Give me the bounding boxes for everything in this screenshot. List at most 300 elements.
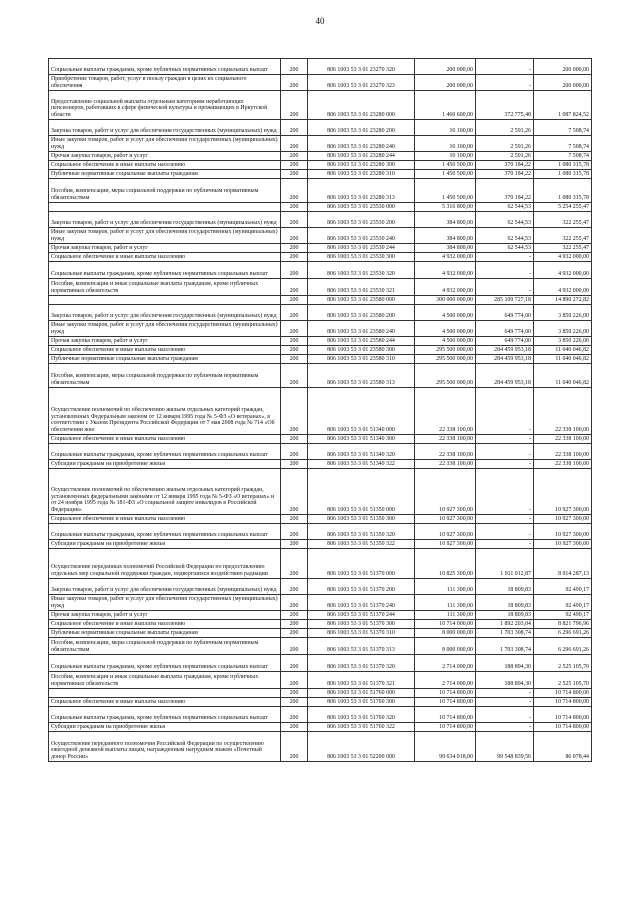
line-item-name: Социальное обеспечение и иные выплаты населению — [49, 253, 281, 262]
line-item-name: Прочая закупка товаров, работ и услуг — [49, 244, 281, 253]
line-item-name: Социальное обеспечение и иные выплаты населению — [49, 161, 281, 170]
budget-classification-code: 806 1003 53 3 01 51760 000 — [308, 689, 415, 698]
approved-amount: 22 338 100,00 — [415, 435, 476, 444]
executed-amount: 62 544,53 — [476, 203, 534, 212]
executed-amount: 1 892 203,04 — [476, 620, 534, 629]
line-item-name: Прочая закупка товаров, работ и услуг — [49, 611, 281, 620]
line-code: 200 — [281, 524, 308, 540]
line-code: 200 — [281, 549, 308, 579]
budget-classification-code: 806 1003 53 3 01 23580 300 — [308, 346, 415, 355]
executed-amount: 370 184,22 — [476, 170, 534, 179]
approved-amount: 22 338 100,00 — [415, 388, 476, 435]
line-item-name: Закупка товаров, работ и услуг для обеспечения государственных (муниципальных) нужд — [49, 305, 281, 321]
executed-amount: - — [476, 444, 534, 460]
approved-amount: 10 714 800,00 — [415, 698, 476, 707]
line-code: 200 — [281, 388, 308, 435]
table-row — [49, 136, 592, 152]
unexecuted-amount: 200 000,00 — [534, 75, 592, 91]
unexecuted-amount: 322 255,47 — [534, 212, 592, 228]
unexecuted-amount: 8 821 796,96 — [534, 620, 592, 629]
approved-amount: 1 450 500,00 — [415, 179, 476, 203]
budget-classification-code: 806 1003 53 3 01 23530 320 — [308, 262, 415, 279]
line-item-name: Осуществление полномочий по обеспечению жильем отдельных категорий граждан, установленных Федеральным законом от 12 января 1995 года № 5-ФЗ «О ветеранах», в соответствии с Указом Президента Российской Федерации от 7 мая 2008 года № 714 «Об обеспечении жил — [49, 388, 281, 435]
table-row — [49, 212, 592, 228]
executed-amount: 284 459 953,18 — [476, 355, 534, 364]
unexecuted-amount: 22 338 100,00 — [534, 460, 592, 469]
page-number: 40 — [315, 16, 325, 26]
budget-execution-table — [48, 58, 592, 762]
unexecuted-amount: 10 927 300,00 — [534, 469, 592, 515]
approved-amount: 295 500 000,00 — [415, 364, 476, 388]
table-row — [49, 228, 592, 244]
budget-classification-code: 806 1003 53 3 01 51760 320 — [308, 707, 415, 723]
line-code: 200 — [281, 75, 308, 91]
approved-amount: 10 927 300,00 — [415, 515, 476, 524]
line-code: 200 — [281, 337, 308, 346]
table-row — [49, 296, 592, 305]
line-code: 200 — [281, 120, 308, 136]
approved-amount: 1 460 600,00 — [415, 91, 476, 120]
table-row — [49, 638, 592, 655]
unexecuted-amount: 4 932 000,00 — [534, 262, 592, 279]
approved-amount: 10 927 300,00 — [415, 540, 476, 549]
unexecuted-amount: 10 714 800,00 — [534, 689, 592, 698]
approved-amount: 99 634 918,00 — [415, 732, 476, 762]
budget-classification-code: 806 1003 53 3 01 51370 000 — [308, 549, 415, 579]
table-row — [49, 91, 592, 120]
line-code: 200 — [281, 469, 308, 515]
executed-amount: 1 703 308,74 — [476, 638, 534, 655]
unexecuted-amount: 7 508,74 — [534, 136, 592, 152]
table-row — [49, 689, 592, 698]
unexecuted-amount: 322 255,47 — [534, 228, 592, 244]
approved-amount: 384 800,00 — [415, 228, 476, 244]
line-code: 200 — [281, 346, 308, 355]
unexecuted-amount: 11 040 046,82 — [534, 355, 592, 364]
budget-classification-code: 806 1003 53 3 01 23280 000 — [308, 91, 415, 120]
line-code: 200 — [281, 279, 308, 296]
budget-classification-code: 806 1003 53 3 01 23280 313 — [308, 179, 415, 203]
unexecuted-amount: 3 850 226,00 — [534, 337, 592, 346]
line-item-name: Пособия, компенсации и иные социальные выплаты гражданам, кроме публичных нормативных обязательств — [49, 672, 281, 689]
executed-amount: - — [476, 75, 534, 91]
budget-classification-code: 806 1003 53 3 01 51370 240 — [308, 595, 415, 611]
table-row — [49, 170, 592, 179]
budget-classification-code: 806 1003 53 3 01 51370 300 — [308, 620, 415, 629]
table-row — [49, 732, 592, 762]
table-row — [49, 120, 592, 136]
table-row — [49, 75, 592, 91]
line-item-name: Социальное обеспечение и иные выплаты населению — [49, 620, 281, 629]
approved-amount: 4 500 000,00 — [415, 305, 476, 321]
unexecuted-amount: 8 914 287,13 — [534, 549, 592, 579]
line-code: 200 — [281, 655, 308, 672]
budget-classification-code: 806 1003 53 3 01 51350 000 — [308, 469, 415, 515]
line-code: 200 — [281, 460, 308, 469]
table-row — [49, 244, 592, 253]
budget-classification-code: 806 1003 53 3 01 23580 000 — [308, 296, 415, 305]
unexecuted-amount: 10 714 800,00 — [534, 698, 592, 707]
line-code: 200 — [281, 435, 308, 444]
line-item-name: Субсидии гражданам на приобретение жилья — [49, 540, 281, 549]
executed-amount: 18 809,83 — [476, 595, 534, 611]
approved-amount: 10 714 800,00 — [415, 707, 476, 723]
line-code: 200 — [281, 179, 308, 203]
budget-classification-code: 806 1003 53 3 01 23280 240 — [308, 136, 415, 152]
executed-amount: - — [476, 540, 534, 549]
table-row — [49, 579, 592, 595]
line-code: 200 — [281, 170, 308, 179]
line-item-name: Прочая закупка товаров, работ и услуг — [49, 337, 281, 346]
line-item-name — [49, 296, 281, 305]
executed-amount: - — [476, 59, 534, 75]
budget-classification-code: 806 1003 53 3 01 23280 200 — [308, 120, 415, 136]
executed-amount: 649 774,00 — [476, 321, 534, 337]
executed-amount: 2 591,26 — [476, 152, 534, 161]
line-code: 200 — [281, 355, 308, 364]
approved-amount: 10 927 300,00 — [415, 524, 476, 540]
executed-amount: 99 548 839,56 — [476, 732, 534, 762]
line-code: 200 — [281, 321, 308, 337]
table-row — [49, 364, 592, 388]
table-row — [49, 179, 592, 203]
unexecuted-amount: 22 338 100,00 — [534, 444, 592, 460]
line-item-name — [49, 203, 281, 212]
approved-amount: 384 800,00 — [415, 244, 476, 253]
line-code: 200 — [281, 723, 308, 732]
table-row — [49, 346, 592, 355]
unexecuted-amount: 10 927 300,00 — [534, 540, 592, 549]
unexecuted-amount: 322 255,47 — [534, 244, 592, 253]
line-item-name: Публичные нормативные социальные выплаты гражданам — [49, 629, 281, 638]
table-row — [49, 435, 592, 444]
table-row — [49, 707, 592, 723]
approved-amount: 8 000 000,00 — [415, 638, 476, 655]
table-row — [49, 279, 592, 296]
table-row — [49, 540, 592, 549]
approved-amount: 10 825 300,00 — [415, 549, 476, 579]
line-code: 200 — [281, 707, 308, 723]
unexecuted-amount: 10 927 300,00 — [534, 524, 592, 540]
table-row — [49, 620, 592, 629]
line-item-name: Иные закупки товаров, работ и услуг для обеспечения государственных (муниципальных) нужд — [49, 136, 281, 152]
budget-classification-code: 806 1003 53 3 01 51370 320 — [308, 655, 415, 672]
table-row — [49, 629, 592, 638]
table-row — [49, 723, 592, 732]
unexecuted-amount: 11 040 046,82 — [534, 346, 592, 355]
executed-amount: - — [476, 723, 534, 732]
unexecuted-amount: 1 087 824,52 — [534, 91, 592, 120]
line-item-name: Пособия, компенсации, меры социальной поддержки по публичным нормативным обязательствам — [49, 179, 281, 203]
line-item-name: Закупка товаров, работ и услуг для обеспечения государственных (муниципальных) нужд — [49, 120, 281, 136]
unexecuted-amount: 86 078,44 — [534, 732, 592, 762]
unexecuted-amount: 6 296 691,26 — [534, 629, 592, 638]
budget-classification-code: 806 1003 53 3 01 23530 244 — [308, 244, 415, 253]
budget-classification-code: 806 1003 53 3 01 51370 244 — [308, 611, 415, 620]
approved-amount: 10 100,00 — [415, 136, 476, 152]
approved-amount: 2 714 000,00 — [415, 655, 476, 672]
line-code: 200 — [281, 579, 308, 595]
budget-classification-code: 806 1003 53 3 01 51340 322 — [308, 460, 415, 469]
line-item-name — [49, 689, 281, 698]
line-code: 200 — [281, 672, 308, 689]
line-item-name: Социальные выплаты гражданам, кроме публичных нормативных социальных выплат — [49, 444, 281, 460]
executed-amount: 62 544,53 — [476, 212, 534, 228]
budget-classification-code: 806 1003 53 3 01 23530 300 — [308, 253, 415, 262]
table-row — [49, 161, 592, 170]
approved-amount: 4 932 000,00 — [415, 262, 476, 279]
line-code: 200 — [281, 611, 308, 620]
table-row — [49, 549, 592, 579]
approved-amount: 22 338 100,00 — [415, 460, 476, 469]
line-code: 200 — [281, 629, 308, 638]
budget-classification-code: 806 1003 53 3 01 23280 244 — [308, 152, 415, 161]
budget-classification-code: 806 1003 53 3 01 23530 200 — [308, 212, 415, 228]
line-item-name: Закупка товаров, работ и услуг для обеспечения государственных (муниципальных) нужд — [49, 212, 281, 228]
line-item-name: Пособия, компенсации, меры социальной поддержки по публичным нормативным обязательствам — [49, 638, 281, 655]
executed-amount: 62 544,53 — [476, 244, 534, 253]
approved-amount: 1 450 500,00 — [415, 161, 476, 170]
line-item-name: Пособия, компенсации и иные социальные выплаты гражданам, кроме публичных нормативных обязательств — [49, 279, 281, 296]
line-code: 200 — [281, 638, 308, 655]
unexecuted-amount: 92 490,17 — [534, 595, 592, 611]
budget-classification-code: 806 1003 53 3 01 51370 200 — [308, 579, 415, 595]
executed-amount: - — [476, 515, 534, 524]
unexecuted-amount: 6 296 691,26 — [534, 638, 592, 655]
unexecuted-amount: 10 714 800,00 — [534, 723, 592, 732]
executed-amount: - — [476, 524, 534, 540]
budget-classification-code: 806 1003 53 3 01 51370 321 — [308, 672, 415, 689]
approved-amount: 10 714 800,00 — [415, 723, 476, 732]
line-item-name: Иные закупки товаров, работ и услуг для обеспечения государственных (муниципальных) нужд — [49, 595, 281, 611]
budget-classification-code: 806 1003 53 3 01 23280 300 — [308, 161, 415, 170]
executed-amount: 188 894,30 — [476, 655, 534, 672]
executed-amount: - — [476, 469, 534, 515]
unexecuted-amount: 92 490,17 — [534, 579, 592, 595]
budget-classification-code: 806 1003 53 3 01 23530 000 — [308, 203, 415, 212]
executed-amount: 18 809,83 — [476, 611, 534, 620]
budget-classification-code: 806 1003 53 3 01 51760 322 — [308, 723, 415, 732]
line-item-name: Публичные нормативные социальные выплаты гражданам — [49, 170, 281, 179]
unexecuted-amount: 3 850 226,00 — [534, 305, 592, 321]
line-code: 200 — [281, 136, 308, 152]
table-row — [49, 444, 592, 460]
budget-classification-code: 806 1003 53 3 01 23580 244 — [308, 337, 415, 346]
table-row — [49, 337, 592, 346]
line-code: 200 — [281, 253, 308, 262]
table-row — [49, 611, 592, 620]
table-row — [49, 655, 592, 672]
line-item-name: Социальные выплаты гражданам, кроме публичных нормативных социальных выплат — [49, 524, 281, 540]
budget-classification-code: 806 1003 53 3 01 51340 000 — [308, 388, 415, 435]
approved-amount: 22 338 100,00 — [415, 444, 476, 460]
unexecuted-amount: 4 932 000,00 — [534, 279, 592, 296]
line-code: 200 — [281, 689, 308, 698]
executed-amount: - — [476, 698, 534, 707]
line-code: 200 — [281, 203, 308, 212]
executed-amount: 370 184,22 — [476, 179, 534, 203]
budget-classification-code: 806 1003 53 3 01 52200 000 — [308, 732, 415, 762]
budget-classification-code: 806 1003 53 3 01 23580 240 — [308, 321, 415, 337]
unexecuted-amount: 3 850 226,00 — [534, 321, 592, 337]
approved-amount: 4 932 000,00 — [415, 279, 476, 296]
table-row — [49, 515, 592, 524]
line-code: 200 — [281, 732, 308, 762]
budget-classification-code: 806 1003 53 3 01 51340 300 — [308, 435, 415, 444]
approved-amount: 384 800,00 — [415, 212, 476, 228]
unexecuted-amount: 7 508,74 — [534, 120, 592, 136]
unexecuted-amount: 200 000,00 — [534, 59, 592, 75]
line-item-name: Иные закупки товаров, работ и услуг для обеспечения государственных (муниципальных) нужд — [49, 228, 281, 244]
unexecuted-amount: 10 714 800,00 — [534, 707, 592, 723]
unexecuted-amount: 7 508,74 — [534, 152, 592, 161]
unexecuted-amount: 2 525 105,70 — [534, 655, 592, 672]
unexecuted-amount: 1 080 315,78 — [534, 170, 592, 179]
table-row — [49, 253, 592, 262]
table-row — [49, 524, 592, 540]
table-row — [49, 262, 592, 279]
line-item-name: Социальное обеспечение и иные выплаты населению — [49, 346, 281, 355]
approved-amount: 200 000,00 — [415, 75, 476, 91]
approved-amount: 10 100,00 — [415, 152, 476, 161]
line-item-name: Социальное обеспечение и иные выплаты населению — [49, 435, 281, 444]
table-row — [49, 672, 592, 689]
table-body — [49, 59, 592, 762]
unexecuted-amount: 1 080 315,78 — [534, 161, 592, 170]
approved-amount: 10 714 000,00 — [415, 620, 476, 629]
budget-classification-code: 806 1003 53 3 01 51370 310 — [308, 629, 415, 638]
executed-amount: 285 109 727,18 — [476, 296, 534, 305]
table-row — [49, 698, 592, 707]
line-item-name: Социальные выплаты гражданам, кроме публичных нормативных социальных выплат — [49, 262, 281, 279]
budget-classification-code: 806 1003 53 3 01 23530 240 — [308, 228, 415, 244]
unexecuted-amount: 5 254 255,47 — [534, 203, 592, 212]
executed-amount: - — [476, 279, 534, 296]
line-code: 200 — [281, 228, 308, 244]
approved-amount: 1 450 500,00 — [415, 170, 476, 179]
unexecuted-amount: 22 338 100,00 — [534, 435, 592, 444]
budget-classification-code: 806 1003 53 3 01 51350 322 — [308, 540, 415, 549]
table-row — [49, 355, 592, 364]
table-row — [49, 321, 592, 337]
budget-classification-code: 806 1003 53 3 01 23280 310 — [308, 170, 415, 179]
line-item-name: Субсидии гражданам на приобретение жилья — [49, 723, 281, 732]
line-code: 200 — [281, 296, 308, 305]
budget-classification-code: 806 1003 53 3 01 23270 320 — [308, 59, 415, 75]
table-row — [49, 469, 592, 515]
unexecuted-amount: 14 890 272,82 — [534, 296, 592, 305]
executed-amount: - — [476, 707, 534, 723]
line-item-name: Осуществление переданных полномочий Российской Федерации по предоставлению отдельных мер социальной поддержки граждан, подвергшихся воздействию радиации — [49, 549, 281, 579]
budget-classification-code: 806 1003 53 3 01 51370 313 — [308, 638, 415, 655]
line-code: 200 — [281, 91, 308, 120]
executed-amount: 18 809,83 — [476, 579, 534, 595]
budget-classification-code: 806 1003 53 3 01 23580 313 — [308, 364, 415, 388]
line-item-name: Закупка товаров, работ и услуг для обеспечения государственных (муниципальных) нужд — [49, 579, 281, 595]
approved-amount: 2 714 000,00 — [415, 672, 476, 689]
line-code: 200 — [281, 161, 308, 170]
executed-amount: 649 774,00 — [476, 337, 534, 346]
approved-amount: 111 300,00 — [415, 611, 476, 620]
table-row — [49, 152, 592, 161]
executed-amount: 2 591,26 — [476, 120, 534, 136]
executed-amount: - — [476, 689, 534, 698]
unexecuted-amount: 22 338 100,00 — [534, 388, 592, 435]
approved-amount: 10 100,00 — [415, 120, 476, 136]
executed-amount: 62 544,53 — [476, 228, 534, 244]
line-item-name: Прочая закупка товаров, работ и услуг — [49, 152, 281, 161]
line-item-name: Социальное обеспечение и иные выплаты населению — [49, 698, 281, 707]
budget-classification-code: 806 1003 53 3 01 51340 320 — [308, 444, 415, 460]
line-code: 200 — [281, 305, 308, 321]
executed-amount: 372 775,48 — [476, 91, 534, 120]
approved-amount: 8 000 000,00 — [415, 629, 476, 638]
line-item-name: Пособия, компенсации, меры социальной поддержки по публичным нормативным обязательствам — [49, 364, 281, 388]
line-item-name: Социальные выплаты гражданам, кроме публичных нормативных социальных выплат — [49, 655, 281, 672]
line-item-name: Социальные выплаты гражданам, кроме публичных нормативных социальных выплат — [49, 707, 281, 723]
executed-amount: 1 703 308,74 — [476, 629, 534, 638]
line-item-name: Иные закупки товаров, работ и услуг для обеспечения государственных (муниципальных) нужд — [49, 321, 281, 337]
unexecuted-amount: 11 040 046,82 — [534, 364, 592, 388]
line-code: 200 — [281, 212, 308, 228]
line-code: 200 — [281, 59, 308, 75]
approved-amount: 111 300,00 — [415, 579, 476, 595]
executed-amount: - — [476, 253, 534, 262]
approved-amount: 4 500 000,00 — [415, 337, 476, 346]
table-row — [49, 305, 592, 321]
line-item-name: Осуществление переданного полномочия Российской Федерации по осуществлению ежегодной денежной выплаты лицам, награжденным нагрудным знаком «Почетный донор России» — [49, 732, 281, 762]
line-code: 200 — [281, 620, 308, 629]
executed-amount: 1 911 012,87 — [476, 549, 534, 579]
unexecuted-amount: 2 525 105,70 — [534, 672, 592, 689]
table-row — [49, 388, 592, 435]
executed-amount: - — [476, 460, 534, 469]
budget-classification-code: 806 1003 53 3 01 23530 321 — [308, 279, 415, 296]
line-item-name: Приобретение товаров, работ, услуг в пользу граждан в целях их социального обеспечения — [49, 75, 281, 91]
approved-amount: 111 300,00 — [415, 595, 476, 611]
executed-amount: 284 459 953,18 — [476, 364, 534, 388]
approved-amount: 200 000,00 — [415, 59, 476, 75]
budget-classification-code: 806 1003 53 3 01 51350 320 — [308, 524, 415, 540]
approved-amount: 10 927 300,00 — [415, 469, 476, 515]
executed-amount: - — [476, 262, 534, 279]
unexecuted-amount: 92 490,17 — [534, 611, 592, 620]
budget-classification-code: 806 1003 53 3 01 23580 200 — [308, 305, 415, 321]
unexecuted-amount: 10 927 300,00 — [534, 515, 592, 524]
line-item-name: Публичные нормативные социальные выплаты гражданам — [49, 355, 281, 364]
line-item-name: Социальные выплаты гражданам, кроме публичных нормативных социальных выплат — [49, 59, 281, 75]
budget-classification-code: 806 1003 53 3 01 51350 300 — [308, 515, 415, 524]
line-code: 200 — [281, 698, 308, 707]
budget-classification-code: 806 1003 53 3 01 23270 323 — [308, 75, 415, 91]
executed-amount: 284 459 953,18 — [476, 346, 534, 355]
line-item-name: Предоставление социальной выплаты отдельным категориям неработающих пенсионеров, работавших в сфере физической культуры и проживающих в Иркутской области — [49, 91, 281, 120]
line-code: 200 — [281, 540, 308, 549]
approved-amount: 10 714 800,00 — [415, 689, 476, 698]
approved-amount: 4 932 000,00 — [415, 253, 476, 262]
line-code: 200 — [281, 262, 308, 279]
line-code: 200 — [281, 444, 308, 460]
executed-amount: 2 591,26 — [476, 136, 534, 152]
table-row — [49, 59, 592, 75]
line-item-name: Осуществление полномочий по обеспечению жильем отдельных категорий граждан, установленных федеральными законами от 12 января 1995 года № 5-ФЗ «О ветеранах» и от 24 ноября 1995 года № 181-ФЗ «О социальной защите инвалидов в Российской Федерации» — [49, 469, 281, 515]
executed-amount: 370 184,22 — [476, 161, 534, 170]
line-item-name: Социальное обеспечение и иные выплаты населению — [49, 515, 281, 524]
approved-amount: 295 500 000,00 — [415, 346, 476, 355]
table-row — [49, 203, 592, 212]
line-code: 200 — [281, 152, 308, 161]
executed-amount: - — [476, 435, 534, 444]
